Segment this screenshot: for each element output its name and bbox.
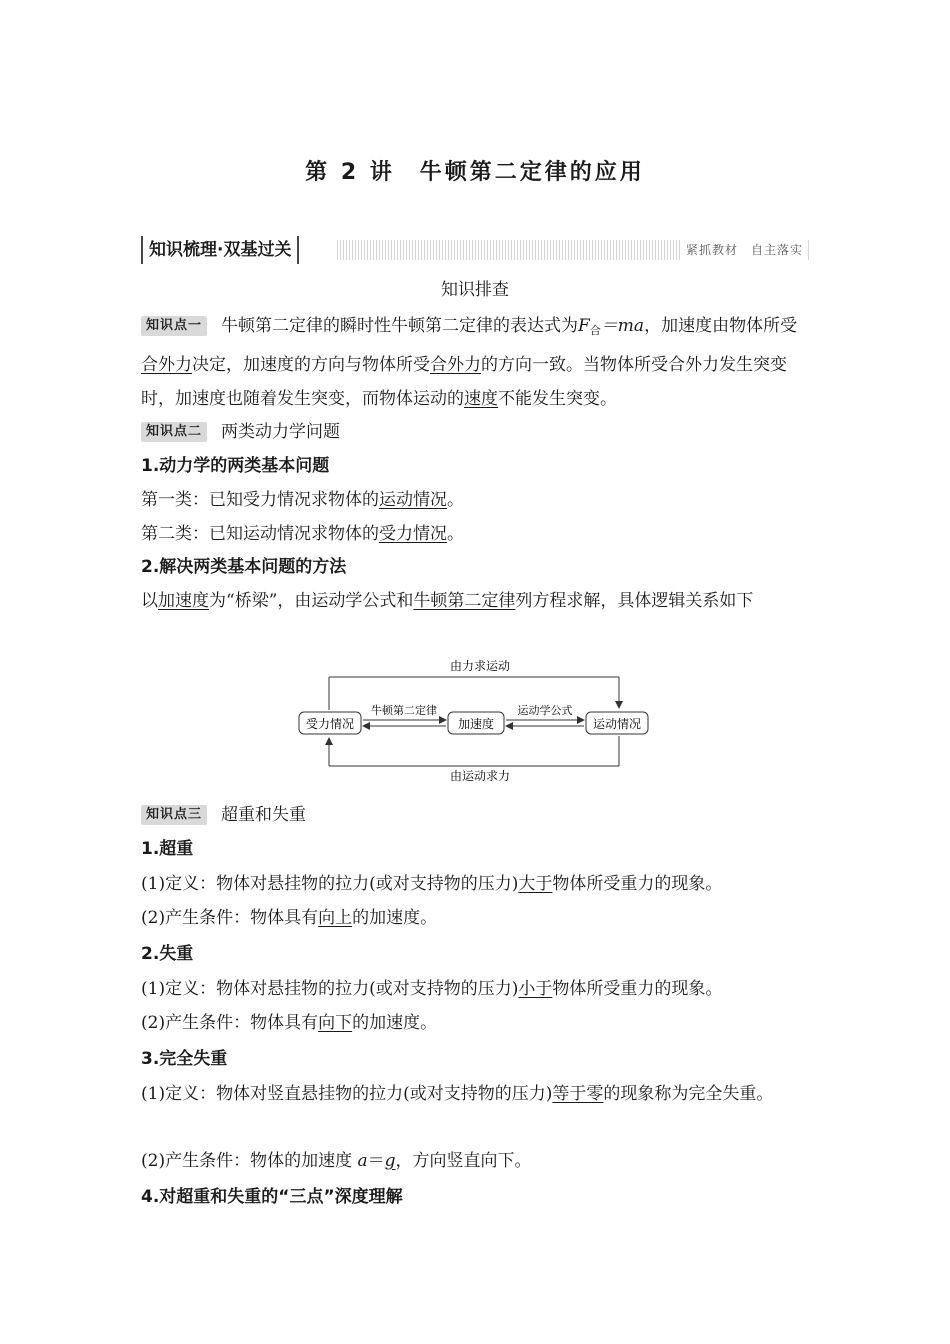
section-subtitle: 知识排查 bbox=[441, 280, 509, 300]
arrow-left-label: 牛顿第二定律 bbox=[371, 704, 437, 717]
knowledge-tag-1: 知识点一 bbox=[141, 316, 207, 336]
paragraph: 第一类：已知受力情况求物体的运动情况。 bbox=[141, 490, 464, 510]
box-force-label: 受力情况 bbox=[305, 717, 355, 731]
section-heading: 2.解决两类基本问题的方法 bbox=[141, 557, 347, 577]
paragraph: (2)产生条件：物体具有向下的加速度。 bbox=[141, 1013, 438, 1033]
blank-answer: 合外力 bbox=[141, 355, 192, 375]
bottom-loop-label: 由运动求力 bbox=[449, 769, 511, 783]
formula-text: ＝ma bbox=[600, 316, 645, 336]
banner-label: 知识梳理·双基过关 bbox=[141, 236, 299, 264]
top-loop-label: 由力求运动 bbox=[449, 659, 511, 673]
blank-answer: 受力情况 bbox=[379, 524, 447, 544]
section-heading: 3.完全失重 bbox=[141, 1049, 228, 1069]
blank-answer: 牛顿第二定律 bbox=[413, 591, 516, 611]
paragraph: (2)产生条件：物体的加速度 a＝g，方向竖直向下。 bbox=[141, 1151, 532, 1171]
paragraph: 第二类：已知运动情况求物体的受力情况。 bbox=[141, 524, 464, 544]
knowledge-point-1: 知识点一 牛顿第二定律的瞬时性牛顿第二定律的表达式为$F_合=ma$，加速度由物体所受合外力决定，加速度的方向与物体所受合外力的方向一致。当物体所受合外力发生突变时，加速度也随着发生突变，而物体运动的速度不能发生突变。 bbox=[141, 316, 798, 409]
blank-answer: 大于 bbox=[518, 874, 553, 894]
blank-answer: g bbox=[384, 1151, 396, 1171]
banner-motto: 紧抓教材 自主落实 bbox=[682, 240, 807, 260]
knowledge-point-3-heading: 知识点三 超重和失重 bbox=[141, 798, 813, 832]
blank-answer: 合外力 bbox=[430, 355, 481, 375]
blank-answer: 速度 bbox=[464, 389, 498, 409]
blank-answer: 小于 bbox=[518, 979, 553, 999]
blank-answer: 加速度 bbox=[158, 591, 209, 611]
blank-answer: 向下 bbox=[318, 1013, 353, 1033]
blank-answer: 向上 bbox=[318, 908, 353, 928]
paragraph: (1)定义：物体对悬挂物的拉力(或对支持物的压力)小于物体所受重力的现象。 bbox=[141, 979, 723, 999]
section-heading: 4.对超重和失重的“三点”深度理解 bbox=[141, 1187, 403, 1207]
section-heading: 1.超重 bbox=[141, 839, 194, 859]
box-motion-label: 运动情况 bbox=[592, 717, 642, 731]
paragraph: (1)定义：物体对竖直悬挂物的拉力(或对支持物的压力)等于零的现象称为完全失重。 bbox=[141, 1084, 774, 1104]
arrow-right-label: 运动学公式 bbox=[517, 704, 573, 717]
box-acceleration-label: 加速度 bbox=[457, 717, 495, 731]
paragraph: (2)产生条件：物体具有向上的加速度。 bbox=[141, 908, 438, 928]
knowledge-tag-3: 知识点三 bbox=[141, 805, 207, 825]
paragraph: 以加速度为“桥梁”，由运动学公式和牛顿第二定律列方程求解，具体逻辑关系如下 bbox=[141, 591, 754, 611]
knowledge-tag-2: 知识点二 bbox=[141, 422, 207, 442]
knowledge-point-2-heading: 知识点二 两类动力学问题 bbox=[141, 415, 813, 449]
section-banner bbox=[141, 236, 811, 264]
section-heading: 1.动力学的两类基本问题 bbox=[141, 456, 330, 476]
logic-diagram bbox=[290, 652, 660, 792]
lecture-title: 第 2 讲 牛顿第二定律的应用 bbox=[305, 160, 645, 185]
paragraph: (1)定义：物体对悬挂物的拉力(或对支持物的压力)大于物体所受重力的现象。 bbox=[141, 874, 723, 894]
blank-answer: 运动情况 bbox=[379, 490, 447, 510]
section-heading: 2.失重 bbox=[141, 944, 194, 964]
blank-answer: 等于零 bbox=[552, 1084, 604, 1104]
